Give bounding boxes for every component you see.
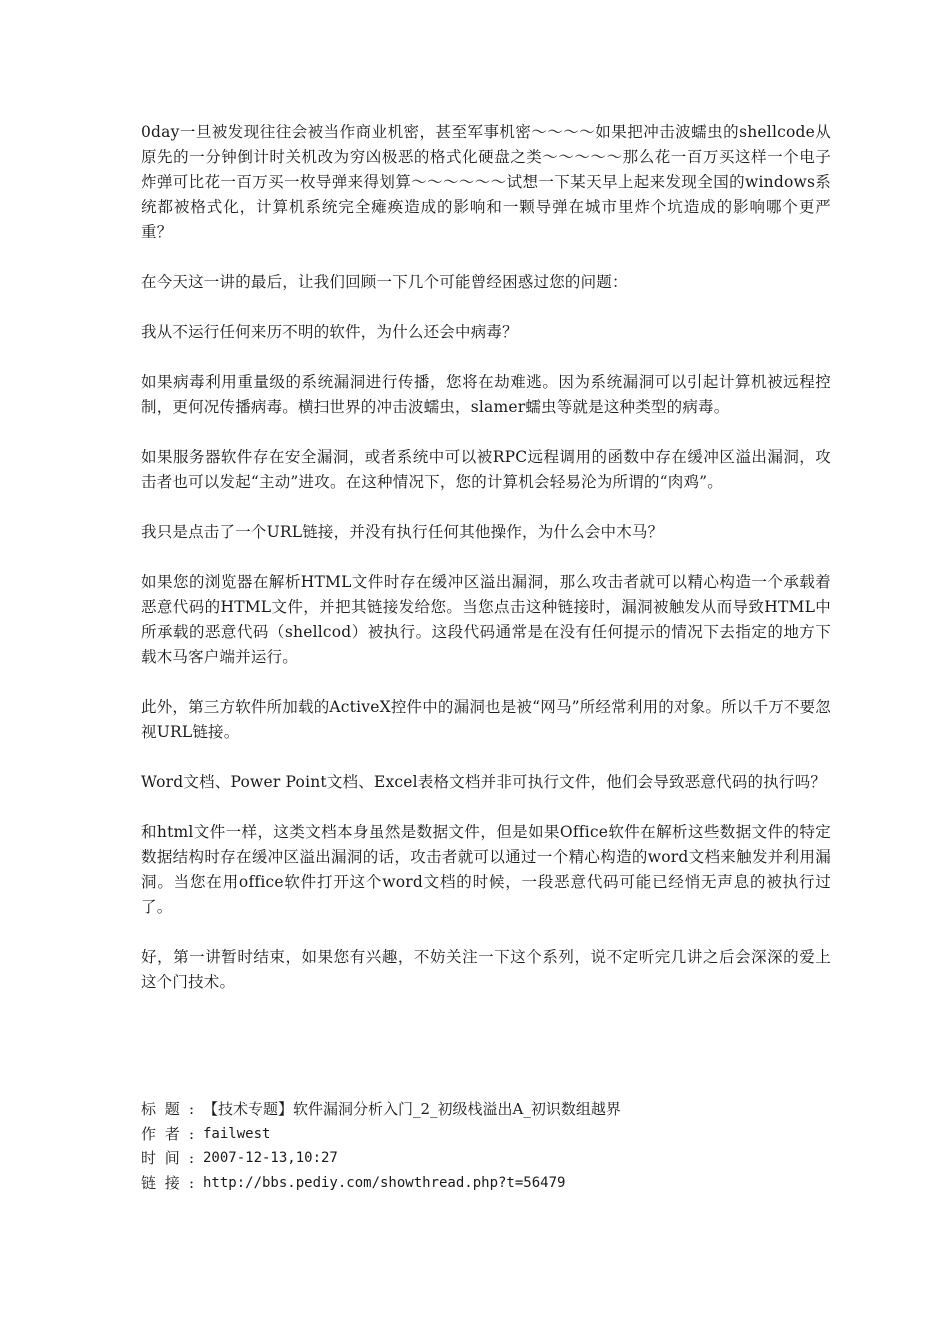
meta-time-row [141,1146,831,1171]
answer-virus: 如果病毒利用重量级的系统漏洞进行传播，您将在劫难逃。因为系统漏洞可以引起计算机被远程控制，更何况传播病毒。横扫世界的冲击波蠕虫，slamer蠕虫等就是这种类型的病毒。 [141,373,831,416]
question-office-docs: Word文档、Power Point文档、Excel表格文档并非可执行文件，他们会导致恶意代码的执行吗？ [141,773,827,791]
paragraph-review-intro: 在今天这一讲的最后，让我们回顾一下几个可能曾经困惑过您的问题： [141,273,628,291]
answer-browser-overflow: 如果您的浏览器在解析HTML文件时存在缓冲区溢出漏洞，那么攻击者就可以精心构造一个承载着恶意代码的HTML文件，并把其链接发给您。当您点击这种链接时，漏洞被触发从而导致HTML中所承载的恶意代码（shellcod）被执行。这段代码通常是在没有任何提示的情况下去指定的地方下载木马客户端并运行。 [141,573,831,666]
meta-link-label: 链 接 [141,1173,182,1192]
meta-title-value: 【技术专题】软件漏洞分析入门_2_初级栈溢出A_初识数组越界 [203,1100,621,1118]
paragraph-closing: 好，第一讲暂时结束，如果您有兴趣，不妨关注一下这个系列，说不定听完几讲之后会深深的爱上这个门技术。 [141,948,831,991]
meta-link-row [141,1171,831,1196]
meta-time-value: 2007-12-13,10:27 [203,1150,338,1166]
question-url-trojan: 我只是点击了一个URL链接，并没有执行任何其他操作，为什么会中木马？ [141,523,664,541]
meta-colon: : [189,1149,195,1167]
meta-colon: : [189,1173,195,1192]
meta-link-value[interactable]: http://bbs.pediy.com/showthread.php?t=56479 [203,1174,566,1191]
paragraph-0day-intro: 0day一旦被发现往往会被当作商业机密，甚至军事机密～～～～如果把冲击波蠕虫的shellcode从原先的一分钟倒计时关机改为穷凶极恶的格式化硬盘之类～～～～～那么花一百万买这样一个电子炸弹可比花一百万买一枚导弹来得划算～～～～～～试想一下某天早上起来发现全国的windows系统都被格式化，计算机系统完全瘫痪造成的影响和一颗导弹在城市里炸个坑造成的影响哪个更严重？ [141,123,831,241]
question-virus: 我从不运行任何来历不明的软件，为什么还会中病毒？ [141,323,518,341]
answer-office-docs: 和html文件一样，这类文档本身虽然是数据文件，但是如果Office软件在解析这些数据文件的特定数据结构时存在缓冲区溢出漏洞的话，攻击者就可以通过一个精心构造的word文档来触发并利用漏洞。当您在用office软件打开这个word文档的时候，一段恶意代码可能已经悄无声息的被执行过了。 [141,823,831,916]
meta-title-row [141,1097,831,1122]
post-metadata [141,1097,831,1195]
meta-colon: : [189,1124,195,1143]
meta-author-row [141,1122,831,1147]
meta-title-label: 标 题 [141,1100,182,1118]
meta-author-value: failwest [203,1125,271,1142]
meta-time-label: 时 间 [141,1149,182,1167]
meta-colon: : [189,1100,195,1118]
article-body [141,120,831,1020]
answer-activex: 此外，第三方软件所加载的ActiveX控件中的漏洞也是被“网马”所经常利用的对象。所以千万不要忽视URL链接。 [141,698,831,741]
answer-server-vuln: 如果服务器软件存在安全漏洞，或者系统中可以被RPC远程调用的函数中存在缓冲区溢出漏洞，攻击者也可以发起“主动”进攻。在这种情况下，您的计算机会轻易沦为所谓的“肉鸡”。 [141,448,831,491]
meta-author-label: 作 者 [141,1124,182,1143]
